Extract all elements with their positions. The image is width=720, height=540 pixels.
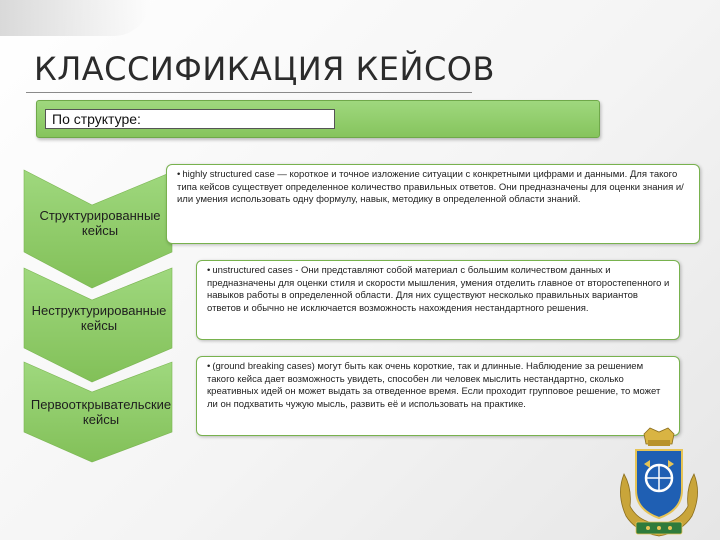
bullet-icon: • bbox=[177, 169, 181, 180]
description-card-structured bbox=[166, 164, 700, 244]
category-label-groundbreaking: Первооткрывательские кейсы bbox=[30, 397, 172, 427]
bullet-icon: • bbox=[207, 265, 211, 276]
description-text-structured: highly structured case — короткое и точное изложение ситуации с конкретными цифрами и данными. Для такого типа кейсов существует определенное количество правильных ответов. Они предназначены для оценки знания и/или умения использовать одну формулу, навык, методику в определенной области знаний. bbox=[177, 169, 684, 206]
coat-of-arms-icon bbox=[614, 424, 704, 540]
category-label-unstructured: Неструктурированные кейсы bbox=[31, 303, 167, 333]
description-text-groundbreaking: (ground breaking cases) могут быть как очень короткие, так и длинные. Наблюдение за решением такого кейса дает возможность увидеть, способен ли человек мыслить нестандартно, сколько креативных идей он может выдать за отведенное время. Если проходит групповое решение, то может ли он подхватить чужую мысль, развить её и использовать на практике. bbox=[207, 361, 661, 410]
bullet-icon: • bbox=[207, 361, 211, 372]
description-text-unstructured: unstructured cases - Они представляют собой материал с большим количеством данных и предназначены для оценки стиля и скорости мышления, умения отделить главное от второстепенного и навыков работы в определенной области. Для них существуют несколько правильных вариантов ответов и обычно не исключается возможность нахождения нестандартного решения. bbox=[207, 265, 670, 314]
structure-label: По структуре: bbox=[45, 109, 335, 129]
category-label-structured: Структурированные кейсы bbox=[39, 208, 161, 238]
page-title: КЛАССИФИКАЦИЯ КЕЙСОВ bbox=[34, 50, 495, 88]
description-card-unstructured bbox=[196, 260, 680, 340]
description-card-groundbreaking bbox=[196, 356, 680, 436]
